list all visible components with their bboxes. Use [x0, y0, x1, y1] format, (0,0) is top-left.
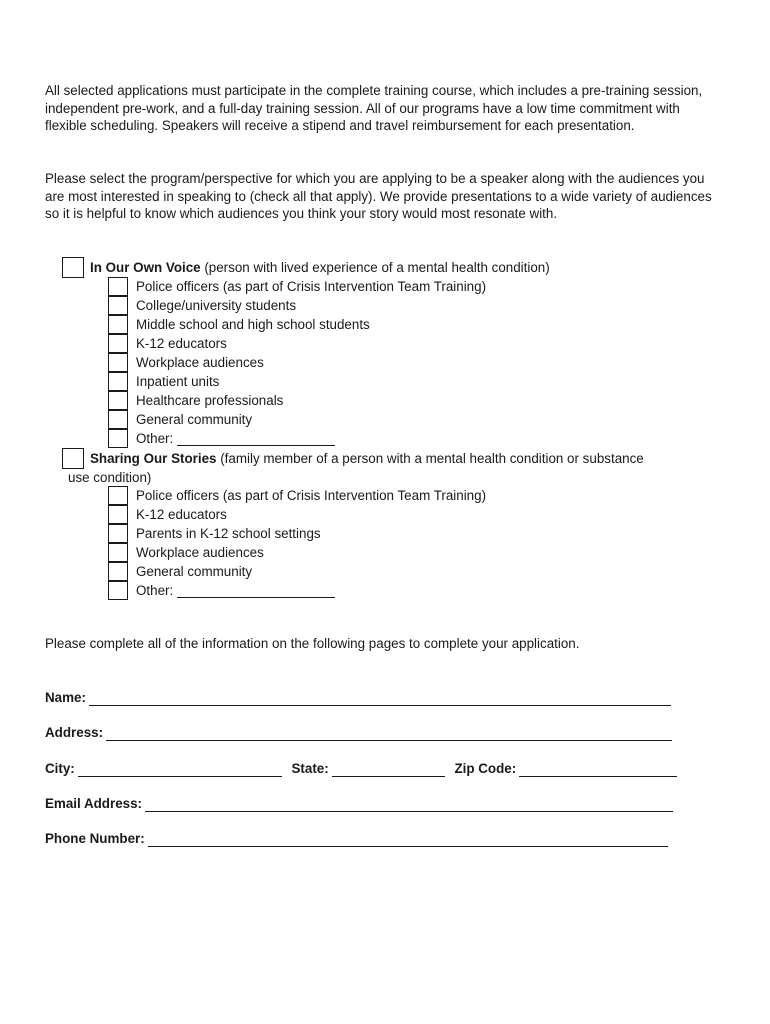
audience-checkbox[interactable] [108, 562, 128, 581]
audience-label: College/university students [136, 298, 297, 313]
audience-label: K-12 educators [136, 507, 227, 522]
program-name: In Our Own Voice [90, 260, 201, 275]
state-label: State: [291, 761, 329, 776]
audience-checkbox[interactable] [108, 581, 128, 600]
audience-checkbox[interactable] [108, 429, 128, 448]
address-field-row [45, 723, 672, 743]
program-name: Sharing Our Stories [90, 451, 217, 466]
name-input[interactable] [89, 690, 671, 706]
audience-label: General community [136, 412, 253, 427]
audience-label: General community [136, 564, 253, 579]
city-input[interactable] [78, 761, 282, 777]
audience-checkbox[interactable] [108, 296, 128, 315]
program-description-wrap: use condition) [68, 470, 152, 485]
audience-label: Police officers (as part of Crisis Intervention Team Training) [136, 488, 487, 503]
audience-checkbox[interactable] [108, 353, 128, 372]
audience-checkbox[interactable] [108, 372, 128, 391]
audience-label: Inpatient units [136, 374, 220, 389]
email-field-row [45, 794, 673, 814]
state-input[interactable] [332, 761, 445, 777]
zip-input[interactable] [519, 761, 677, 777]
program-in-our-own-voice [62, 257, 662, 276]
audience-label: Middle school and high school students [136, 317, 370, 332]
closing-instructions: Please complete all of the information on the following pages to complete your application. [45, 636, 580, 651]
audience-label: Healthcare professionals [136, 393, 284, 408]
name-label: Name: [45, 690, 86, 705]
audience-label: Workplace audiences [136, 355, 264, 370]
audience-label: Other: [136, 431, 174, 446]
audience-checkbox[interactable] [108, 410, 128, 429]
program-sharing-our-stories [62, 448, 722, 467]
checkbox-sharing-our-stories[interactable] [62, 448, 84, 469]
audience-checkbox[interactable] [108, 334, 128, 353]
program-label [90, 258, 550, 277]
program-description: (family member of a person with a mental health condition or substance [216, 451, 644, 466]
audience-label: Parents in K-12 school settings [136, 526, 321, 541]
audience-checkbox[interactable] [108, 505, 128, 524]
audience-label: Police officers (as part of Crisis Intervention Team Training) [136, 279, 487, 294]
audience-checkbox[interactable] [108, 277, 128, 296]
audience-label: Other: [136, 583, 174, 598]
phone-input[interactable] [148, 831, 668, 847]
audience-label: K-12 educators [136, 336, 227, 351]
intro-paragraph-training: All selected applications must participate in the complete training course, which includes a pre-training session, independent pre-work, and a full-day training session. All of our programs have a low time commitment with flexible scheduling. Speakers will receive a stipend and travel reimbursement for each presentation. [45, 83, 703, 134]
audience-label: Workplace audiences [136, 545, 264, 560]
email-input[interactable] [145, 796, 673, 812]
name-field-row [45, 688, 671, 708]
phone-field-row [45, 829, 668, 849]
email-label: Email Address: [45, 796, 142, 811]
address-label: Address: [45, 725, 104, 740]
phone-label: Phone Number: [45, 831, 145, 846]
audience-checkbox[interactable] [108, 486, 128, 505]
intro-paragraph-selection: Please select the program/perspective for which you are applying to be a speaker along with the audiences you are most interested in speaking to (check all that apply). We provide presentations to a wide variety of audiences so it is helpful to know which audiences you think your story would most resonate with. [45, 171, 712, 222]
audience-checkbox[interactable] [108, 391, 128, 410]
program-description: (person with lived experience of a mental health condition) [200, 260, 550, 275]
program-label [90, 449, 644, 468]
address-input[interactable] [106, 725, 672, 741]
audience-checkbox[interactable] [108, 543, 128, 562]
other-audience-input[interactable] [177, 583, 335, 598]
zip-label: Zip Code: [454, 761, 517, 776]
city-state-zip-row [45, 759, 677, 779]
city-label: City: [45, 761, 75, 776]
checkbox-in-our-own-voice[interactable] [62, 257, 84, 278]
audience-checkbox[interactable] [108, 315, 128, 334]
other-audience-input[interactable] [177, 431, 335, 446]
audience-checkbox[interactable] [108, 524, 128, 543]
